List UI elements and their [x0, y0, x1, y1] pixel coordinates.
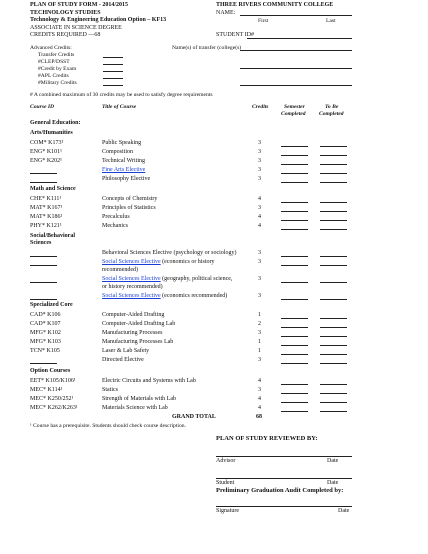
semester-completed-field[interactable] [281, 327, 308, 328]
to-be-completed-field[interactable] [320, 318, 347, 319]
to-be-completed-field[interactable] [320, 155, 347, 156]
semester-completed-field[interactable] [281, 282, 308, 283]
semester-completed-field[interactable] [281, 354, 308, 355]
transfer-colleges-label: Name(s) of transfer (college(s) [172, 45, 242, 51]
to-be-completed-field[interactable] [320, 229, 347, 230]
fine-arts-elective-link[interactable]: Fine Arts Elective [102, 167, 146, 173]
to-be-completed-field[interactable] [320, 265, 347, 266]
semester-completed-field[interactable] [281, 182, 308, 183]
course-row: COM* K173¹ Public Speaking 3 [30, 140, 360, 148]
signature-label: Signature [216, 508, 239, 514]
max-credits-note: # A combined maximum of 30 credits may be used to satisfy degree requirements [30, 92, 213, 98]
semester-completed-field[interactable] [281, 229, 308, 230]
course-row: Social Sciences Elective (economics or history 3 [30, 259, 360, 267]
specialized-core-heading: Specialized Core [30, 302, 73, 308]
semester-completed-field[interactable] [281, 363, 308, 364]
semester-completed-field[interactable] [281, 256, 308, 257]
course-row: MEC* K114¹ Statics 3 [30, 387, 360, 395]
course-id-field[interactable] [30, 173, 57, 174]
course-id-field[interactable] [30, 363, 57, 364]
semester-completed-field[interactable] [281, 299, 308, 300]
semester-completed-field[interactable] [281, 318, 308, 319]
to-be-completed-field[interactable] [320, 282, 347, 283]
course-row: Social Sciences Elective (economics recommended) 3 [30, 293, 360, 301]
to-be-completed-field[interactable] [320, 202, 347, 203]
transfer-college-field-3[interactable] [240, 85, 352, 86]
to-be-completed-field[interactable] [320, 336, 347, 337]
advisor-label: Advisor [216, 458, 236, 464]
recommended-note-2: or history recommended) [102, 284, 163, 290]
graduation-audit-heading: Preliminary Graduation Audit Completed by: [216, 487, 344, 494]
to-be-completed-field[interactable] [320, 384, 347, 385]
course-row: CAD* K107 Computer-Aided Drafting Lab 2 [30, 321, 360, 329]
transfer-college-field-1[interactable] [240, 50, 352, 51]
semester-completed-field[interactable] [281, 411, 308, 412]
credit-by-exam-field[interactable] [103, 71, 123, 72]
col-title: Title of Course [102, 104, 137, 110]
course-row: ENG* K101¹ Composition 3 [30, 149, 360, 157]
semester-completed-field[interactable] [281, 402, 308, 403]
to-be-completed-field[interactable] [320, 164, 347, 165]
military-credits-field[interactable] [103, 85, 123, 86]
course-row: Fine Arts Elective 3 [30, 167, 360, 175]
semester-completed-field[interactable] [281, 211, 308, 212]
course-id-field[interactable] [30, 265, 57, 266]
to-be-completed-field[interactable] [320, 146, 347, 147]
form-title: PLAN OF STUDY FORM - 2014/2015 [30, 2, 129, 8]
student-date-label: Date [327, 480, 339, 486]
to-be-completed-field[interactable] [320, 402, 347, 403]
transfer-college-field-2[interactable] [240, 68, 352, 69]
transfer-credits-label: Transfer Credits [38, 52, 75, 58]
grand-total-label: GRAND TOTAL [172, 414, 216, 420]
course-id-field[interactable] [30, 282, 57, 283]
semester-completed-field[interactable] [281, 265, 308, 266]
semester-completed-field[interactable] [281, 173, 308, 174]
semester-completed-field[interactable] [281, 384, 308, 385]
option-name: Technology & Engineering Education Option – KF13 [30, 17, 167, 23]
semester-completed-field[interactable] [281, 155, 308, 156]
to-be-completed-field[interactable] [320, 182, 347, 183]
advisor-signature-field[interactable] [216, 456, 352, 457]
signature-date-label: Date [338, 508, 350, 514]
name-label: NAME: [216, 9, 236, 16]
course-row: CAD* K106 Computer-Aided Drafting 1 [30, 312, 360, 320]
grand-total-value: 68 [256, 414, 262, 420]
course-id-field[interactable] [30, 256, 57, 257]
course-row: Philosophy Elective 3 [30, 176, 360, 184]
college-name: THREE RIVERS COMMUNITY COLLEGE [216, 2, 334, 8]
to-be-completed-field[interactable] [320, 299, 347, 300]
course-row: Social Sciences Elective (geography, political science, 3 [30, 276, 360, 284]
col-credits: Credits [252, 104, 269, 110]
prerequisite-note: ¹ Course has a prerequisite. Students should check course description. [30, 423, 186, 429]
col-to-be: To Be [325, 104, 339, 110]
course-row: EET* K105/K106¹ Electric Circuits and Systems with Lab 4 [30, 378, 360, 386]
student-id-field[interactable] [247, 38, 352, 39]
arts-humanities-heading: Arts/Humanities [30, 130, 73, 136]
student-id-label: STUDENT ID# [216, 32, 255, 38]
student-signature-field[interactable] [216, 478, 352, 479]
recommended-note-1: recommended) [102, 267, 138, 273]
social-behavioral-heading-1: Social/Behavioral [30, 233, 75, 239]
general-education-heading: General Education: [30, 120, 81, 126]
degree-name: ASSOCIATE IN SCIENCE DEGREE [30, 24, 122, 31]
social-behavioral-heading-2: Sciences [30, 240, 52, 246]
course-row: TCN* K105 Laser & Lab Safety 1 [30, 348, 360, 356]
course-row: MAT* K186¹ Precalculus 4 [30, 214, 360, 222]
transfer-credits-field[interactable] [103, 57, 123, 58]
semester-completed-field[interactable] [281, 164, 308, 165]
clep-dsst-label: #CLEP/DSST [38, 59, 70, 65]
to-be-completed-field[interactable] [320, 220, 347, 221]
student-label: Student [216, 480, 235, 486]
military-credits-label: #Military Credits [38, 80, 77, 86]
to-be-completed-field[interactable] [320, 345, 347, 346]
last-label: Last [326, 18, 336, 24]
name-field[interactable] [240, 15, 352, 16]
advisor-date-label: Date [327, 458, 339, 464]
course-row: Directed Elective 3 [30, 357, 360, 365]
to-be-completed-field[interactable] [320, 411, 347, 412]
course-row: Behavioral Sciences Elective (psychology or sociology) 3 [30, 250, 360, 258]
semester-completed-field[interactable] [281, 345, 308, 346]
col-completed: Completed [281, 111, 306, 117]
course-row: MAT* K167¹ Principles of Statistics 3 [30, 205, 360, 213]
semester-completed-field[interactable] [281, 220, 308, 221]
to-be-completed-field[interactable] [320, 354, 347, 355]
to-be-completed-field[interactable] [320, 393, 347, 394]
math-science-heading: Math and Science [30, 186, 76, 192]
social-sciences-elective-link-3[interactable]: Social Sciences Elective [102, 293, 161, 299]
first-label: First [258, 18, 269, 24]
to-be-completed-field[interactable] [320, 211, 347, 212]
credits-required: CREDITS REQUIRED —68 [30, 32, 101, 38]
semester-completed-field[interactable] [281, 146, 308, 147]
audit-signature-field[interactable] [216, 506, 352, 507]
social-sciences-elective-link-2[interactable]: Social Sciences Elective [102, 276, 161, 282]
option-courses-heading: Option Courses [30, 368, 71, 374]
col-course-id: Course ID [30, 104, 55, 110]
review-heading: PLAN OF STUDY REVIEWED BY: [216, 435, 318, 442]
to-be-completed-field[interactable] [320, 256, 347, 257]
semester-completed-field[interactable] [281, 336, 308, 337]
course-row: MFG* K102 Manufacturing Processes 3 [30, 330, 360, 338]
program-name: TECHNOLOGY STUDIES [30, 9, 101, 16]
col-semester: Semester [284, 104, 305, 110]
course-row: MEC* K250/252¹ Strength of Materials with Lab 4 [30, 396, 360, 404]
to-be-completed-field[interactable] [320, 363, 347, 364]
apl-credits-label: #APL Credits [38, 73, 69, 79]
semester-completed-field[interactable] [281, 393, 308, 394]
to-be-completed-field[interactable] [320, 173, 347, 174]
course-row: MEC* K262/K263¹ Materials Science with Lab 4 [30, 405, 360, 413]
clep-dsst-field[interactable] [103, 64, 123, 65]
to-be-completed-field[interactable] [320, 327, 347, 328]
course-row: CHE* K111¹ Concepts of Chemistry 4 [30, 196, 360, 204]
social-sciences-elective-link-1[interactable]: Social Sciences Elective [102, 259, 161, 265]
credit-by-exam-label: #Credit by Exam [38, 66, 77, 72]
course-row: MFG* K103 Manufacturing Processes Lab 1 [30, 339, 360, 347]
course-row: ENG* K202¹ Technical Writing 3 [30, 158, 360, 166]
col-to-be-completed: Completed [319, 111, 344, 117]
advanced-credits-label: Advanced Credits: [30, 45, 72, 51]
semester-completed-field[interactable] [281, 202, 308, 203]
course-id-field[interactable] [30, 299, 57, 300]
apl-credits-field[interactable] [103, 78, 123, 79]
course-row: PHY* K121¹ Mechanics 4 [30, 223, 360, 231]
course-id-field[interactable] [30, 182, 57, 183]
